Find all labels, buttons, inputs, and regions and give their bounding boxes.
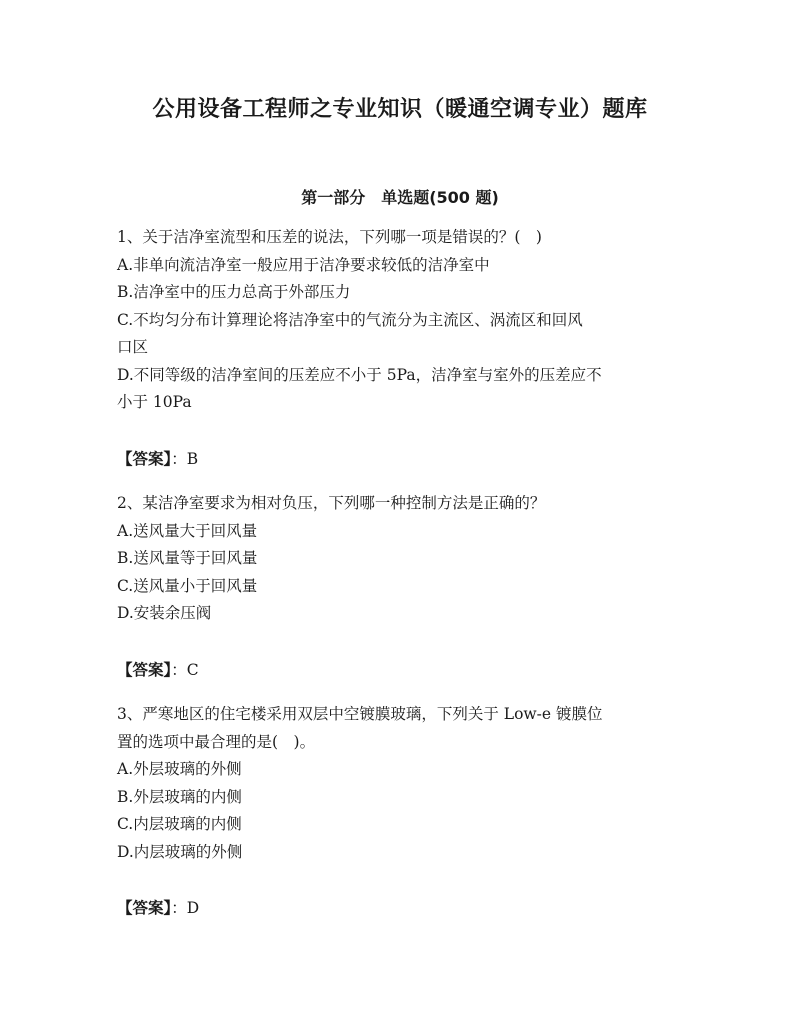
- option-c: C.送风量小于回风量: [117, 576, 258, 595]
- question-list: [117, 224, 687, 940]
- answer-label: 【答案】: [117, 449, 172, 468]
- option-b: B.洁净室中的压力总高于外部压力: [117, 283, 351, 301]
- answer-value: ：D: [171, 899, 200, 917]
- option-c: C.不均匀分布计算理论将洁净室中的气流分为主流区、涡流区和回风: [117, 310, 583, 329]
- question-stem-continued: 置的选项中最合理的是( )。: [117, 732, 316, 751]
- option-a: A.外层玻璃的外侧: [117, 760, 242, 778]
- answer-line: [117, 446, 687, 474]
- question-3: [117, 701, 687, 923]
- answer-line: [117, 657, 687, 685]
- answer-value: ：B: [171, 449, 199, 468]
- option-d-continued: 小于 10Pa: [117, 393, 192, 411]
- option-b: B.外层玻璃的内侧: [117, 787, 242, 806]
- option-a: A.送风量大于回风量: [117, 521, 258, 540]
- option-c: C.内层玻璃的内侧: [117, 815, 242, 833]
- answer-line: [117, 895, 687, 923]
- option-a: A.非单向流洁净室一般应用于洁净要求较低的洁净室中: [117, 255, 490, 274]
- option-c-continued: 口区: [117, 338, 149, 356]
- option-b: B.送风量等于回风量: [117, 549, 258, 567]
- option-d: D.不同等级的洁净室间的压差应不小于 5Pa，洁净室与室外的压差应不: [117, 365, 602, 384]
- option-d: D.内层玻璃的外侧: [117, 842, 243, 861]
- question-stem: 1、关于洁净室流型和压差的说法，下列哪一项是错误的？( ): [117, 228, 542, 246]
- question-1: [117, 224, 687, 473]
- question-stem: 3、严寒地区的住宅楼采用双层中空镀膜玻璃，下列关于 Low-e 镀膜位: [117, 705, 603, 723]
- document-title: 公用设备工程师之专业知识（暖通空调专业）题库: [152, 97, 648, 122]
- option-d: D.安装余压阀: [117, 604, 212, 622]
- answer-label: 【答案】: [117, 660, 172, 679]
- answer-label: 【答案】: [117, 899, 172, 917]
- answer-value: ：C: [171, 660, 199, 679]
- question-2: [117, 490, 687, 684]
- question-stem: 2、某洁净室要求为相对负压，下列哪一种控制方法是正确的？: [117, 494, 546, 512]
- section-title: 第一部分 单选题(500 题): [301, 188, 499, 207]
